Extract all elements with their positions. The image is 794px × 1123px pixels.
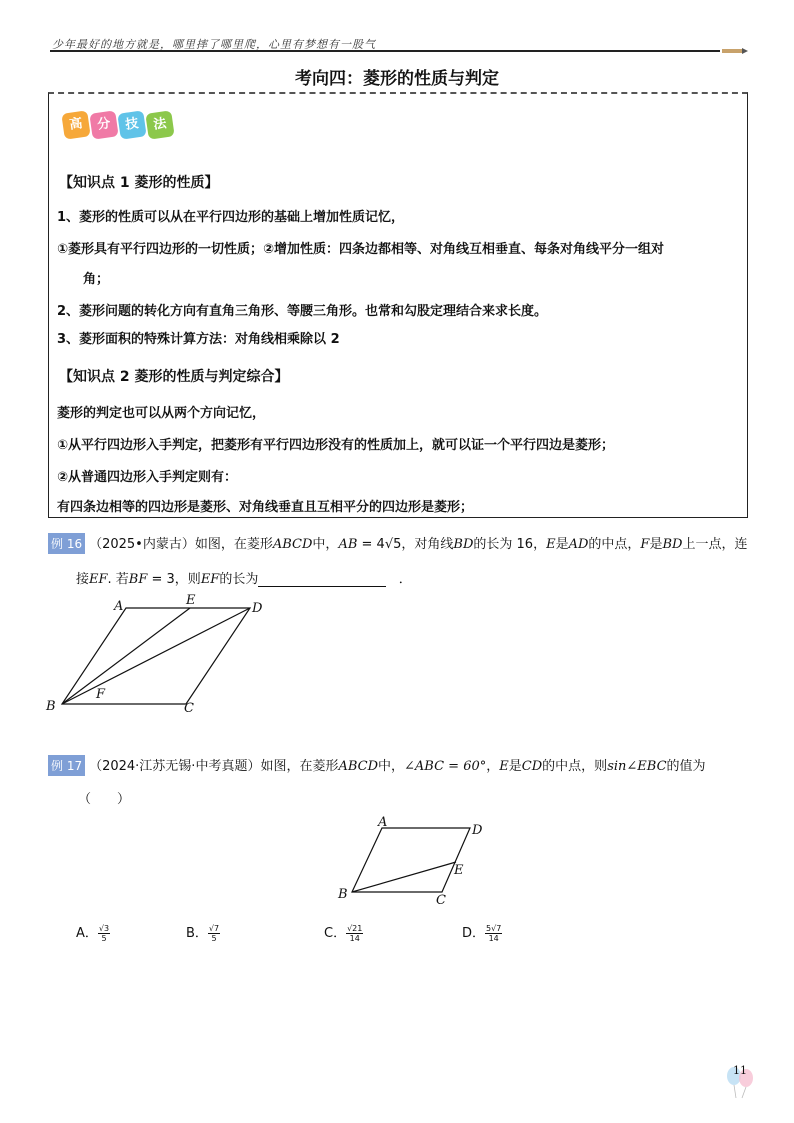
option-fraction xyxy=(98,924,110,943)
badge-char-3: 技 xyxy=(117,110,146,139)
example-16-text: 中， xyxy=(312,537,339,552)
option-c[interactable] xyxy=(324,922,363,943)
option-letter: B． xyxy=(186,926,208,941)
example-16-text: 上一点，连 xyxy=(682,537,748,552)
option-letter: C． xyxy=(324,926,347,941)
label-a: A xyxy=(378,815,388,830)
label-e: E xyxy=(454,863,464,878)
fraction-denominator: 14 xyxy=(349,934,360,943)
knowledge-box xyxy=(48,92,748,518)
fraction-numerator: √21 xyxy=(347,924,363,933)
example-17-line-1 xyxy=(48,755,706,776)
example-16-text: 的中点， xyxy=(588,537,641,552)
label-d: D xyxy=(252,601,263,616)
example-17-text: 的值为 xyxy=(666,759,706,774)
option-fraction xyxy=(208,924,220,943)
fraction-numerator: √3 xyxy=(98,924,110,933)
knowledge-1-line-3: 角； xyxy=(83,272,110,287)
example-16-bf: BF xyxy=(128,572,148,587)
example-17-source: （2024·江苏无锡·中考真题）如图，在菱形 xyxy=(89,759,339,774)
segment-be xyxy=(352,862,456,892)
option-fraction xyxy=(485,924,502,943)
example-16-line-2 xyxy=(76,568,412,587)
motto: 少年最好的地方就是，哪里摔了哪里爬，心里有梦想有一股气 xyxy=(52,38,376,51)
label-a: A xyxy=(114,599,124,614)
example-16-bd: BD xyxy=(453,537,474,552)
knowledge-1-line-5: 3、菱形面积的特殊计算方法：对角线相乘除以 2 xyxy=(57,332,340,347)
option-letter: D． xyxy=(462,926,486,941)
label-d: D xyxy=(472,823,483,838)
fraction-denominator: 5 xyxy=(211,934,217,943)
example-16-ad: AD xyxy=(568,537,589,552)
knowledge-heading-1: 【知识点 1 菱形的性质】 xyxy=(59,175,219,191)
fraction-denominator: 5 xyxy=(101,934,107,943)
example-16-ef: EF xyxy=(89,572,108,587)
example-16-text: ，对角线 xyxy=(401,537,454,552)
motto-underline xyxy=(50,50,720,52)
example-17-text: 中， xyxy=(378,759,405,774)
example-16-text: = 4 xyxy=(357,537,385,552)
example-17-text: 的中点，则 xyxy=(542,759,608,774)
knowledge-heading-2: 【知识点 2 菱形的性质与判定综合】 xyxy=(59,369,289,385)
fraction-numerator: 5√7 xyxy=(486,924,502,933)
label-b: B xyxy=(338,887,348,902)
knowledge-1-line-2: ①菱形具有平行四边形的一切性质；②增加性质：四条边都相等、对角线互相垂直、每条对角线平分一组对 xyxy=(57,242,665,257)
example-16-e: E xyxy=(546,537,556,552)
example-16-tag: 例 16 xyxy=(48,533,85,554)
knowledge-2-line-3: ②从普通四边形入手判定则有： xyxy=(57,470,238,485)
option-b[interactable] xyxy=(186,922,220,943)
example-17-cd: CD xyxy=(521,759,543,774)
example-16-text: 接 xyxy=(76,572,90,587)
page-title: 考向四：菱形的性质与判定 xyxy=(295,69,499,89)
example-17-text: ， xyxy=(486,759,500,774)
knowledge-2-line-4: 有四条边相等的四边形是菱形、对角线垂直且互相平分的四边形是菱形； xyxy=(57,500,474,515)
badge-char-4: 法 xyxy=(145,110,174,139)
example-16-bd2: BD xyxy=(662,537,683,552)
option-d[interactable] xyxy=(462,922,502,943)
example-16-sqrt5: √5 xyxy=(384,537,402,552)
option-a[interactable] xyxy=(76,922,110,943)
example-16-source: （2025•内蒙古）如图，在菱形 xyxy=(89,537,273,552)
example-16-text: 是 xyxy=(649,537,663,552)
example-17-sin: sin∠EBC xyxy=(607,759,667,774)
pencil-decoration-icon xyxy=(722,44,748,58)
example-16-text: = 3，则 xyxy=(147,572,201,587)
label-b: B xyxy=(46,699,56,714)
example-16-f: F xyxy=(640,537,650,552)
example-17-figure xyxy=(330,812,500,908)
option-fraction xyxy=(346,924,363,943)
example-16-text: 的长为 16， xyxy=(473,537,547,552)
diagonal-bd xyxy=(62,608,250,704)
knowledge-2-line-1: 菱形的判定也可以从两个方向记忆， xyxy=(57,406,266,421)
label-f: F xyxy=(96,687,106,702)
answer-blank[interactable] xyxy=(258,574,386,587)
example-16-line-1 xyxy=(48,533,747,554)
label-c: C xyxy=(184,701,194,716)
knowledge-2-line-2: ①从平行四边形入手判定，把菱形有平行四边形没有的性质加上，就可以证一个平行四边是菱形； xyxy=(57,438,615,453)
badge-char-1: 高 xyxy=(61,110,90,139)
example-17-e: E xyxy=(499,759,509,774)
page-number: 11 xyxy=(733,1064,747,1077)
example-16-ab: AB xyxy=(338,537,358,552)
example-16-text: . 若 xyxy=(107,572,129,587)
knowledge-1-line-4: 2、菱形问题的转化方向有直角三角形、等腰三角形。也常和勾股定理结合来求长度。 xyxy=(57,304,548,319)
option-letter: A． xyxy=(76,926,98,941)
example-16-quad: ABCD xyxy=(272,537,313,552)
example-16-text: 的长为 xyxy=(219,572,259,587)
example-17-tag: 例 17 xyxy=(48,755,85,776)
example-16-text: ． xyxy=(398,572,412,587)
high-score-technique-badge xyxy=(63,112,175,146)
fraction-denominator: 14 xyxy=(488,934,499,943)
badge-char-2: 分 xyxy=(89,110,118,139)
example-17-quad: ABCD xyxy=(338,759,379,774)
segment-be xyxy=(62,608,190,704)
knowledge-1-line-1: 1、菱形的性质可以从在平行四边形的基础上增加性质记忆， xyxy=(57,210,405,225)
rhombus-abcd xyxy=(352,828,470,892)
example-17-angle: ∠ABC = 60° xyxy=(404,759,487,774)
example-17-text: 是 xyxy=(508,759,522,774)
fraction-numerator: √7 xyxy=(208,924,220,933)
label-e: E xyxy=(186,593,196,608)
example-16-figure xyxy=(40,592,300,720)
example-17-answer-paren[interactable]: （ ） xyxy=(78,792,131,807)
example-16-ef2: EF xyxy=(200,572,220,587)
label-c: C xyxy=(436,893,446,908)
example-16-text: 是 xyxy=(555,537,569,552)
